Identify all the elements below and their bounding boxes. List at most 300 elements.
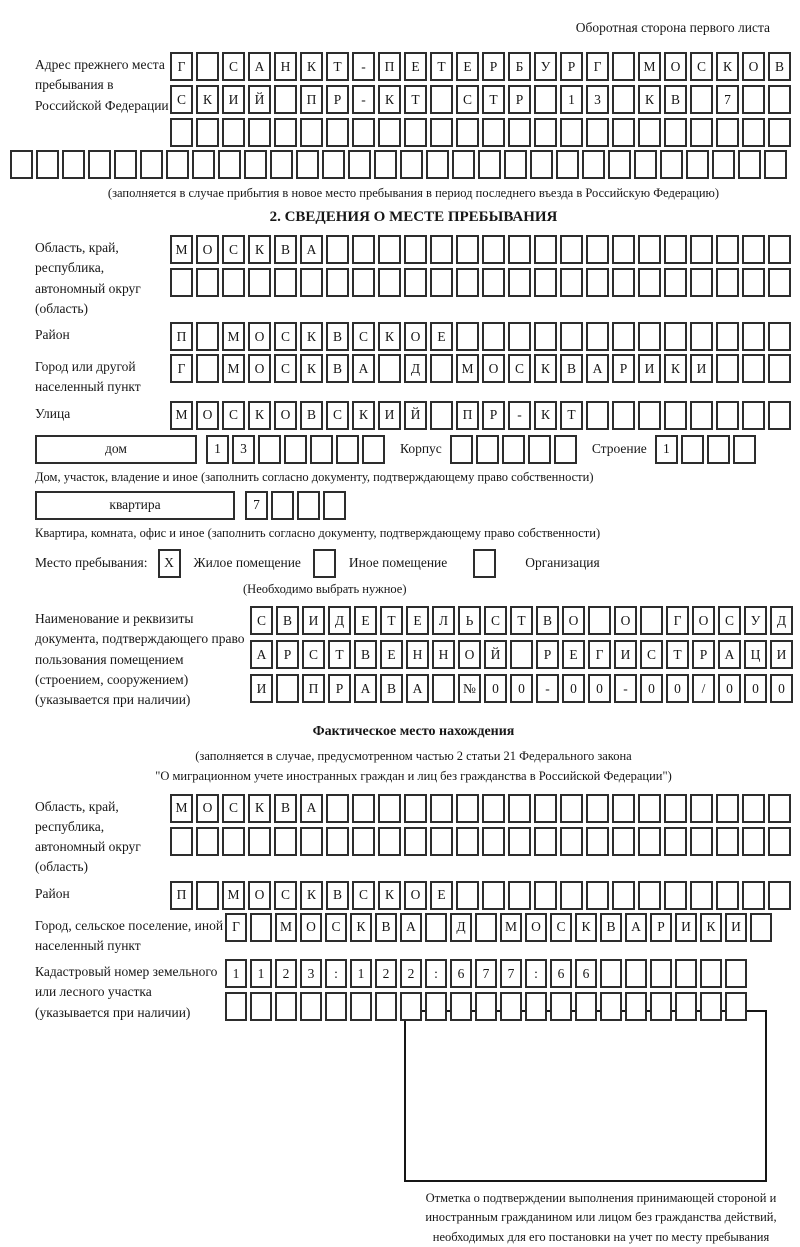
char-box[interactable]: А <box>586 354 609 383</box>
char-box[interactable] <box>196 322 219 351</box>
char-box[interactable]: Т <box>380 606 403 635</box>
char-box[interactable] <box>768 235 791 264</box>
char-box[interactable] <box>664 827 687 856</box>
char-box[interactable] <box>352 235 375 264</box>
char-box[interactable]: В <box>380 674 403 703</box>
char-box[interactable] <box>700 992 722 1021</box>
char-box[interactable]: К <box>664 354 687 383</box>
char-box[interactable]: А <box>400 913 422 942</box>
char-box[interactable] <box>313 549 336 578</box>
char-box[interactable] <box>475 913 497 942</box>
char-box[interactable] <box>350 992 372 1021</box>
char-box[interactable]: Т <box>404 85 427 114</box>
char-box[interactable] <box>638 794 661 823</box>
char-box[interactable]: В <box>536 606 559 635</box>
char-box[interactable]: И <box>690 354 713 383</box>
char-box[interactable] <box>560 268 583 297</box>
char-box[interactable] <box>600 959 622 988</box>
char-box[interactable]: О <box>562 606 585 635</box>
char-box[interactable] <box>664 881 687 910</box>
char-box[interactable]: И <box>725 913 747 942</box>
char-box[interactable]: 6 <box>450 959 472 988</box>
char-box[interactable] <box>660 150 683 179</box>
char-box[interactable] <box>725 959 747 988</box>
char-box[interactable] <box>508 827 531 856</box>
char-box[interactable]: 7 <box>245 491 268 520</box>
char-box[interactable] <box>284 435 307 464</box>
char-box[interactable] <box>716 827 739 856</box>
char-box[interactable] <box>612 118 635 147</box>
char-box[interactable] <box>690 794 713 823</box>
char-box[interactable]: П <box>456 401 479 430</box>
char-box[interactable] <box>62 150 85 179</box>
char-box[interactable]: С <box>274 881 297 910</box>
char-box[interactable] <box>352 118 375 147</box>
char-box[interactable]: О <box>692 606 715 635</box>
char-box[interactable]: 1 <box>350 959 372 988</box>
char-box[interactable] <box>664 794 687 823</box>
char-box[interactable]: 0 <box>666 674 689 703</box>
char-box[interactable]: Д <box>770 606 793 635</box>
char-box[interactable] <box>638 268 661 297</box>
char-box[interactable]: А <box>300 235 323 264</box>
char-box[interactable]: Б <box>508 52 531 81</box>
char-box[interactable]: Е <box>406 606 429 635</box>
char-box[interactable] <box>768 268 791 297</box>
char-box[interactable] <box>476 435 499 464</box>
char-box[interactable]: И <box>614 640 637 669</box>
char-box[interactable] <box>276 674 299 703</box>
char-box[interactable] <box>430 827 453 856</box>
char-box[interactable] <box>586 235 609 264</box>
char-box[interactable]: В <box>274 794 297 823</box>
char-box[interactable] <box>690 401 713 430</box>
char-box[interactable]: А <box>300 794 323 823</box>
char-box[interactable]: О <box>482 354 505 383</box>
char-box[interactable]: 3 <box>300 959 322 988</box>
char-box[interactable]: X <box>158 549 181 578</box>
char-box[interactable] <box>586 827 609 856</box>
char-box[interactable] <box>768 118 791 147</box>
char-box[interactable] <box>430 118 453 147</box>
char-box[interactable]: 0 <box>510 674 533 703</box>
char-box[interactable]: К <box>378 322 401 351</box>
char-box[interactable] <box>196 881 219 910</box>
char-box[interactable] <box>140 150 163 179</box>
char-box[interactable]: Д <box>450 913 472 942</box>
char-box[interactable]: Т <box>666 640 689 669</box>
char-box[interactable]: С <box>170 85 193 114</box>
char-box[interactable] <box>430 354 453 383</box>
char-box[interactable]: К <box>352 401 375 430</box>
char-box[interactable] <box>625 959 647 988</box>
char-box[interactable] <box>400 150 423 179</box>
char-box[interactable]: С <box>222 794 245 823</box>
char-box[interactable] <box>170 268 193 297</box>
char-box[interactable]: Р <box>482 52 505 81</box>
char-box[interactable] <box>271 491 294 520</box>
char-box[interactable]: В <box>768 52 791 81</box>
char-box[interactable] <box>612 235 635 264</box>
char-box[interactable] <box>482 235 505 264</box>
char-box[interactable]: / <box>692 674 715 703</box>
char-box[interactable] <box>638 118 661 147</box>
char-box[interactable]: С <box>690 52 713 81</box>
char-box[interactable] <box>612 322 635 351</box>
char-box[interactable]: 1 <box>206 435 229 464</box>
checkbox-residential[interactable] <box>158 549 184 578</box>
char-box[interactable] <box>482 794 505 823</box>
char-box[interactable] <box>664 118 687 147</box>
char-box[interactable]: С <box>508 354 531 383</box>
char-box[interactable] <box>742 881 765 910</box>
char-box[interactable] <box>250 913 272 942</box>
char-box[interactable] <box>742 794 765 823</box>
char-box[interactable]: Е <box>354 606 377 635</box>
char-box[interactable]: А <box>352 354 375 383</box>
char-box[interactable]: М <box>170 794 193 823</box>
char-box[interactable] <box>664 235 687 264</box>
char-box[interactable]: Г <box>666 606 689 635</box>
char-box[interactable]: С <box>352 881 375 910</box>
char-box[interactable] <box>716 354 739 383</box>
char-box[interactable]: В <box>326 881 349 910</box>
char-box[interactable]: П <box>378 52 401 81</box>
char-box[interactable] <box>374 150 397 179</box>
char-box[interactable] <box>425 913 447 942</box>
char-box[interactable] <box>196 827 219 856</box>
char-box[interactable]: : <box>325 959 347 988</box>
char-box[interactable]: Н <box>406 640 429 669</box>
char-box[interactable]: Р <box>276 640 299 669</box>
char-box[interactable] <box>586 881 609 910</box>
char-box[interactable] <box>716 794 739 823</box>
char-box[interactable]: В <box>375 913 397 942</box>
char-box[interactable]: К <box>248 235 271 264</box>
char-box[interactable] <box>222 268 245 297</box>
char-box[interactable] <box>222 827 245 856</box>
char-box[interactable] <box>664 268 687 297</box>
char-box[interactable] <box>575 992 597 1021</box>
char-box[interactable] <box>525 992 547 1021</box>
char-box[interactable] <box>502 435 525 464</box>
char-box[interactable]: А <box>625 913 647 942</box>
char-box[interactable]: № <box>458 674 481 703</box>
char-box[interactable]: О <box>196 794 219 823</box>
char-box[interactable] <box>274 85 297 114</box>
char-box[interactable]: 0 <box>770 674 793 703</box>
char-box[interactable] <box>716 235 739 264</box>
char-box[interactable] <box>690 322 713 351</box>
char-box[interactable]: 2 <box>400 959 422 988</box>
char-box[interactable]: Р <box>328 674 351 703</box>
char-box[interactable] <box>742 85 765 114</box>
char-box[interactable] <box>378 235 401 264</box>
char-box[interactable] <box>326 268 349 297</box>
char-box[interactable] <box>690 881 713 910</box>
char-box[interactable] <box>425 992 447 1021</box>
char-box[interactable]: 0 <box>484 674 507 703</box>
char-box[interactable]: И <box>222 85 245 114</box>
char-box[interactable]: П <box>170 322 193 351</box>
char-box[interactable]: К <box>350 913 372 942</box>
char-box[interactable] <box>196 354 219 383</box>
char-box[interactable]: С <box>352 322 375 351</box>
char-box[interactable] <box>378 268 401 297</box>
char-box[interactable]: И <box>638 354 661 383</box>
char-box[interactable] <box>250 992 272 1021</box>
char-box[interactable] <box>690 827 713 856</box>
char-box[interactable] <box>456 322 479 351</box>
char-box[interactable] <box>378 118 401 147</box>
char-box[interactable] <box>196 118 219 147</box>
char-box[interactable] <box>690 235 713 264</box>
char-box[interactable]: : <box>525 959 547 988</box>
char-box[interactable] <box>426 150 449 179</box>
char-box[interactable] <box>634 150 657 179</box>
char-box[interactable] <box>742 401 765 430</box>
char-box[interactable] <box>404 235 427 264</box>
char-box[interactable]: П <box>170 881 193 910</box>
char-box[interactable]: В <box>274 235 297 264</box>
char-box[interactable] <box>378 354 401 383</box>
char-box[interactable] <box>404 827 427 856</box>
char-box[interactable] <box>608 150 631 179</box>
char-box[interactable] <box>716 322 739 351</box>
char-box[interactable] <box>716 268 739 297</box>
char-box[interactable] <box>274 827 297 856</box>
char-box[interactable] <box>270 150 293 179</box>
char-box[interactable] <box>612 827 635 856</box>
char-box[interactable] <box>378 827 401 856</box>
char-box[interactable]: С <box>326 401 349 430</box>
char-box[interactable] <box>725 992 747 1021</box>
char-box[interactable]: С <box>222 235 245 264</box>
char-box[interactable] <box>612 401 635 430</box>
char-box[interactable] <box>586 322 609 351</box>
char-box[interactable] <box>586 268 609 297</box>
char-box[interactable] <box>170 827 193 856</box>
char-box[interactable]: 6 <box>575 959 597 988</box>
char-box[interactable] <box>274 118 297 147</box>
char-box[interactable] <box>362 435 385 464</box>
char-box[interactable]: Р <box>482 401 505 430</box>
char-box[interactable]: 0 <box>588 674 611 703</box>
checkbox-organization[interactable] <box>473 549 499 578</box>
char-box[interactable] <box>750 913 772 942</box>
char-box[interactable]: Т <box>328 640 351 669</box>
char-box[interactable]: Г <box>586 52 609 81</box>
char-box[interactable] <box>300 992 322 1021</box>
char-box[interactable]: 3 <box>232 435 255 464</box>
char-box[interactable] <box>375 992 397 1021</box>
char-box[interactable]: О <box>404 322 427 351</box>
char-box[interactable]: 1 <box>225 959 247 988</box>
char-box[interactable] <box>378 794 401 823</box>
char-box[interactable] <box>768 794 791 823</box>
char-box[interactable]: П <box>302 674 325 703</box>
char-box[interactable] <box>218 150 241 179</box>
char-box[interactable]: Р <box>650 913 672 942</box>
char-box[interactable] <box>768 322 791 351</box>
char-box[interactable] <box>586 118 609 147</box>
char-box[interactable]: Е <box>562 640 585 669</box>
char-box[interactable] <box>508 118 531 147</box>
char-box[interactable]: О <box>274 401 297 430</box>
char-box[interactable] <box>508 881 531 910</box>
char-box[interactable] <box>326 794 349 823</box>
char-box[interactable] <box>716 118 739 147</box>
char-box[interactable]: М <box>456 354 479 383</box>
char-box[interactable]: К <box>534 354 557 383</box>
char-box[interactable] <box>430 401 453 430</box>
char-box[interactable] <box>733 435 756 464</box>
char-box[interactable] <box>248 118 271 147</box>
char-box[interactable] <box>508 322 531 351</box>
char-box[interactable]: Е <box>380 640 403 669</box>
char-box[interactable] <box>612 881 635 910</box>
char-box[interactable] <box>534 794 557 823</box>
char-box[interactable]: Л <box>432 606 455 635</box>
char-box[interactable] <box>768 881 791 910</box>
char-box[interactable] <box>764 150 787 179</box>
char-box[interactable]: 1 <box>655 435 678 464</box>
char-box[interactable]: И <box>302 606 325 635</box>
char-box[interactable] <box>742 118 765 147</box>
char-box[interactable] <box>560 322 583 351</box>
char-box[interactable]: О <box>525 913 547 942</box>
char-box[interactable] <box>456 827 479 856</box>
char-box[interactable] <box>742 354 765 383</box>
char-box[interactable]: Ц <box>744 640 767 669</box>
char-box[interactable] <box>450 435 473 464</box>
char-box[interactable]: В <box>300 401 323 430</box>
char-box[interactable]: 0 <box>640 674 663 703</box>
char-box[interactable]: С <box>222 401 245 430</box>
char-box[interactable] <box>323 491 346 520</box>
char-box[interactable]: Т <box>482 85 505 114</box>
char-box[interactable] <box>716 401 739 430</box>
char-box[interactable] <box>582 150 605 179</box>
char-box[interactable] <box>166 150 189 179</box>
char-box[interactable]: Г <box>588 640 611 669</box>
char-box[interactable]: Г <box>170 52 193 81</box>
char-box[interactable]: Р <box>326 85 349 114</box>
char-box[interactable] <box>296 150 319 179</box>
char-box[interactable]: К <box>300 52 323 81</box>
char-box[interactable]: К <box>248 794 271 823</box>
char-box[interactable] <box>196 52 219 81</box>
char-box[interactable]: Е <box>430 881 453 910</box>
char-box[interactable] <box>768 354 791 383</box>
char-box[interactable]: 1 <box>560 85 583 114</box>
char-box[interactable] <box>504 150 527 179</box>
char-box[interactable]: К <box>534 401 557 430</box>
char-box[interactable] <box>500 992 522 1021</box>
char-box[interactable]: Й <box>404 401 427 430</box>
char-box[interactable]: 7 <box>475 959 497 988</box>
char-box[interactable] <box>482 118 505 147</box>
char-box[interactable]: К <box>378 881 401 910</box>
char-box[interactable] <box>352 827 375 856</box>
char-box[interactable]: Р <box>536 640 559 669</box>
char-box[interactable] <box>640 606 663 635</box>
char-box[interactable] <box>475 992 497 1021</box>
char-box[interactable] <box>638 881 661 910</box>
char-box[interactable]: М <box>222 881 245 910</box>
char-box[interactable] <box>300 827 323 856</box>
char-box[interactable]: К <box>716 52 739 81</box>
char-box[interactable] <box>638 827 661 856</box>
char-box[interactable]: О <box>248 881 271 910</box>
char-box[interactable] <box>534 235 557 264</box>
char-box[interactable]: Е <box>404 52 427 81</box>
char-box[interactable]: И <box>675 913 697 942</box>
char-box[interactable] <box>404 118 427 147</box>
char-box[interactable]: О <box>664 52 687 81</box>
char-box[interactable] <box>170 118 193 147</box>
char-box[interactable]: О <box>458 640 481 669</box>
char-box[interactable] <box>690 268 713 297</box>
char-box[interactable]: Т <box>326 52 349 81</box>
char-box[interactable]: С <box>222 52 245 81</box>
char-box[interactable] <box>638 401 661 430</box>
char-box[interactable] <box>326 235 349 264</box>
char-box[interactable]: - <box>352 52 375 81</box>
char-box[interactable]: 3 <box>586 85 609 114</box>
char-box[interactable] <box>625 992 647 1021</box>
char-box[interactable]: Т <box>430 52 453 81</box>
char-box[interactable] <box>768 401 791 430</box>
char-box[interactable] <box>690 85 713 114</box>
char-box[interactable] <box>612 52 635 81</box>
char-box[interactable] <box>560 118 583 147</box>
char-box[interactable] <box>404 794 427 823</box>
char-box[interactable] <box>482 322 505 351</box>
char-box[interactable] <box>88 150 111 179</box>
char-box[interactable] <box>430 85 453 114</box>
char-box[interactable]: М <box>500 913 522 942</box>
char-box[interactable] <box>456 118 479 147</box>
char-box[interactable] <box>508 794 531 823</box>
char-box[interactable]: К <box>248 401 271 430</box>
char-box[interactable]: А <box>406 674 429 703</box>
char-box[interactable] <box>348 150 371 179</box>
char-box[interactable] <box>690 118 713 147</box>
char-box[interactable]: В <box>326 354 349 383</box>
char-box[interactable] <box>534 85 557 114</box>
char-box[interactable] <box>742 322 765 351</box>
char-box[interactable]: К <box>300 354 323 383</box>
char-box[interactable]: 0 <box>718 674 741 703</box>
char-box[interactable]: С <box>484 606 507 635</box>
char-box[interactable] <box>404 268 427 297</box>
char-box[interactable]: 0 <box>744 674 767 703</box>
char-box[interactable] <box>712 150 735 179</box>
char-box[interactable] <box>456 794 479 823</box>
char-box[interactable]: Н <box>274 52 297 81</box>
char-box[interactable]: Й <box>484 640 507 669</box>
char-box[interactable] <box>638 322 661 351</box>
char-box[interactable]: Ь <box>458 606 481 635</box>
char-box[interactable]: К <box>300 881 323 910</box>
char-box[interactable] <box>742 235 765 264</box>
char-box[interactable]: - <box>352 85 375 114</box>
char-box[interactable] <box>534 827 557 856</box>
char-box[interactable]: О <box>300 913 322 942</box>
char-box[interactable] <box>586 401 609 430</box>
char-box[interactable] <box>681 435 704 464</box>
